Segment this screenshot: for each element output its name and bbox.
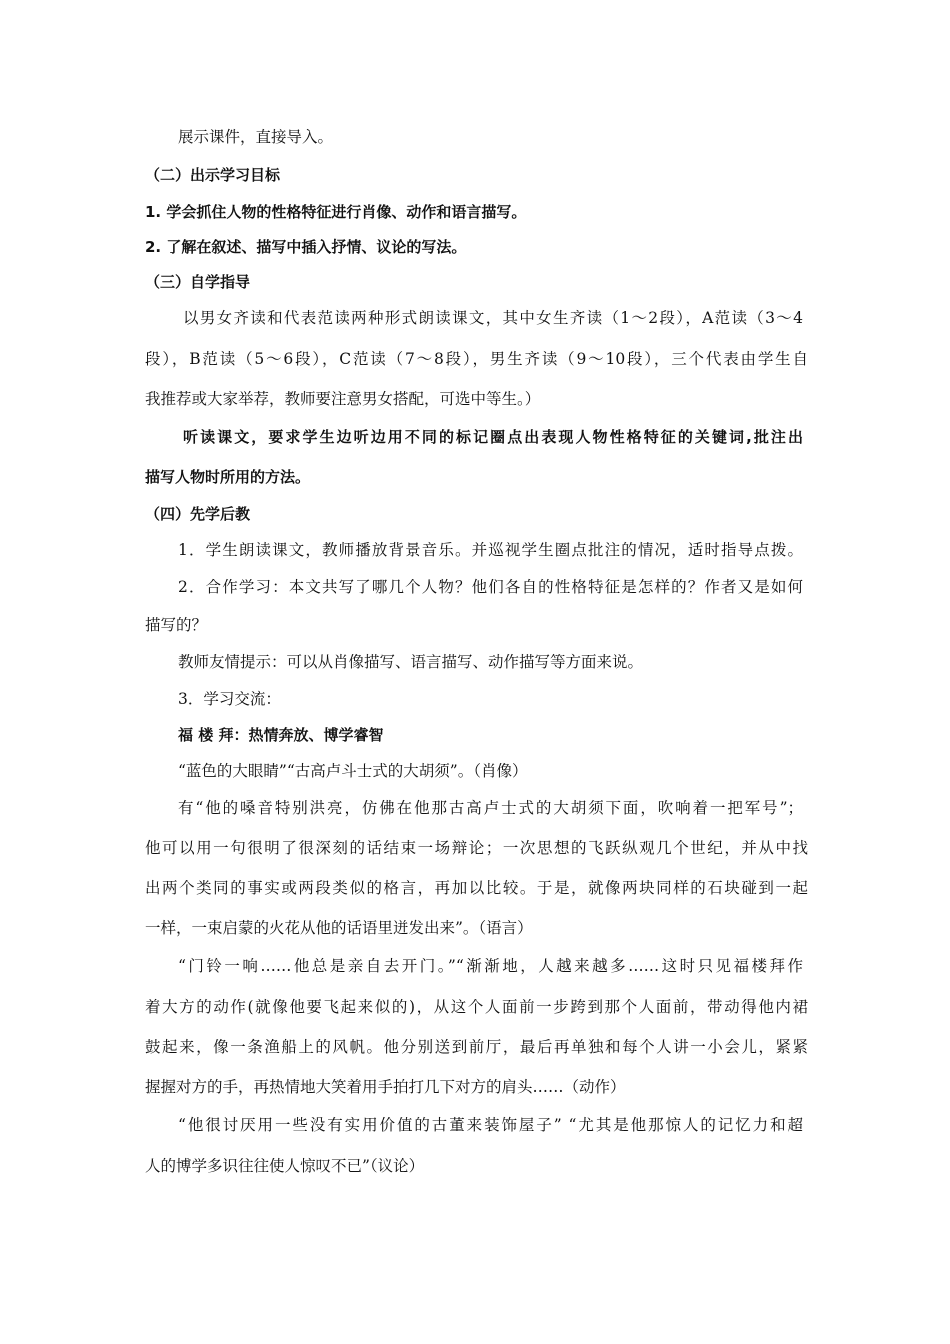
language-line-4: 一样，一束启蒙的火花从他的话语里迸发出来”。（语言） xyxy=(145,919,533,937)
action-line-2: 着大方的动作(就像他要飞起来似的)，从这个人面前一步跨到那个人面前，带动得他内裙 xyxy=(145,998,808,1016)
language-line-3: 出两个类同的事实或两段类似的格言，再加以比较。于是，就像两块同样的石块碰到一起 xyxy=(145,879,808,897)
language-line-1: 有“他的嗓音特别洪亮，仿佛在他那古高卢士式的大胡须下面，吹响着一把军号”； xyxy=(178,799,803,817)
reading-paragraph-line-2: 段），B范读（5～6段），C范读（7～8段），男生齐读（9～10段），三个代表由学生自 xyxy=(145,350,808,368)
step-2-line-1: 2．合作学习：本文共写了哪几个人物？他们各自的性格特征是怎样的？作者又是如何 xyxy=(178,578,803,596)
listen-paragraph-line-1: 听读课文，要求学生边听边用不同的标记圈点出表现人物性格特征的关键词,批注出 xyxy=(183,428,803,446)
comment-line-1: “他很讨厌用一些没有实用价值的古董来装饰屋子” “尤其是他那惊人的记忆力和超 xyxy=(178,1116,803,1134)
goal-item-2: 2. 了解在叙述、描写中插入抒情、议论的写法。 xyxy=(145,238,467,256)
intro-line: 展示课件，直接导入。 xyxy=(178,128,334,146)
teacher-hint: 教师友情提示：可以从肖像描写、语言描写、动作描写等方面来说。 xyxy=(178,653,644,671)
reading-paragraph-line-3: 我推荐或大家举荐，教师要注意男女搭配，可选中等生。） xyxy=(145,390,541,408)
listen-paragraph-line-2: 描写人物时所用的方法。 xyxy=(145,468,311,486)
action-line-3: 鼓起来，像一条渔船上的风帆。他分别送到前厅，最后再单独和每个人讲一小会儿，紧紧 xyxy=(145,1038,808,1056)
portrait-quote: “蓝色的大眼睛”“古高卢斗士式的大胡须”。（肖像） xyxy=(178,762,528,780)
section-heading-teach: （四）先学后教 xyxy=(145,505,251,523)
section-heading-self-study: （三）自学指导 xyxy=(145,273,251,291)
step-3: 3．学习交流： xyxy=(178,690,281,708)
flaubert-heading: 福 楼 拜：热情奔放、博学睿智 xyxy=(178,726,384,744)
action-line-1: “门铃一响……他总是亲自去开门。”“渐渐地，人越来越多……这时只见福楼拜作 xyxy=(178,957,803,975)
section-heading-goals: （二）出示学习目标 xyxy=(145,166,281,184)
comment-line-2: 人的博学多识往往使人惊叹不已”（议论） xyxy=(145,1157,425,1175)
action-line-4: 握握对方的手，再热情地大笑着用手拍打几下对方的肩头……（动作） xyxy=(145,1078,626,1096)
step-2-line-2: 描写的？ xyxy=(145,616,208,634)
step-1: 1．学生朗读课文，教师播放背景音乐。并巡视学生圈点批注的情况，适时指导点拨。 xyxy=(178,541,803,559)
reading-paragraph-line-1: 以男女齐读和代表范读两种形式朗读课文，其中女生齐读（1～2段），A范读（3～4 xyxy=(183,309,803,327)
goal-item-1: 1. 学会抓住人物的性格特征进行肖像、动作和语言描写。 xyxy=(145,203,527,221)
language-line-2: 他可以用一句很明了很深刻的话结束一场辩论；一次思想的飞跃纵观几个世纪，并从中找 xyxy=(145,839,808,857)
